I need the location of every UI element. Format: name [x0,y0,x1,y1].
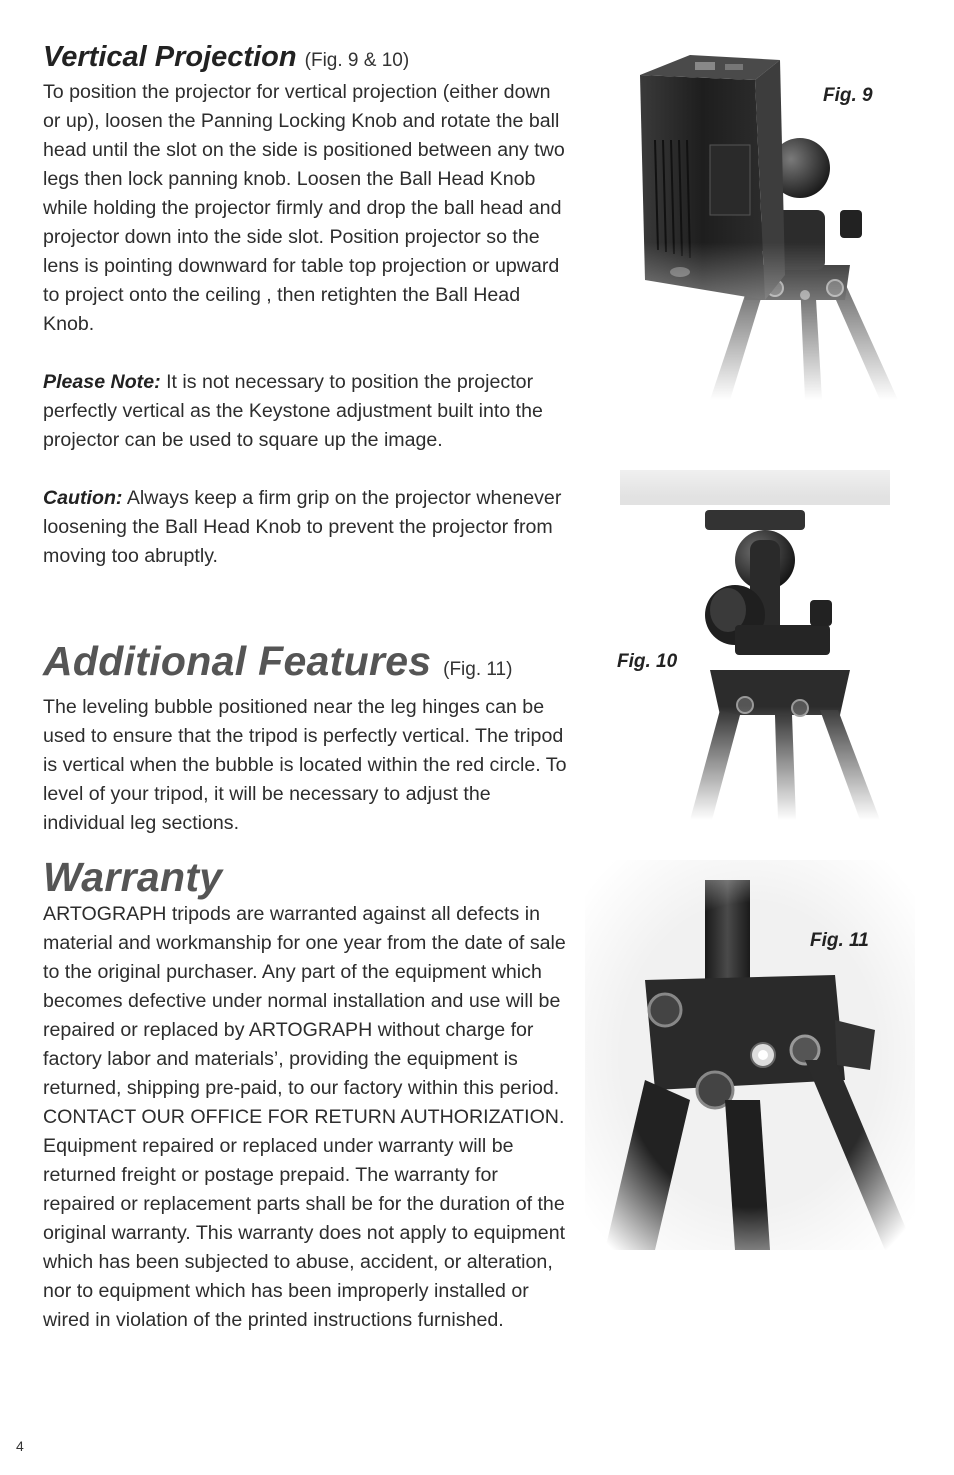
additional-features-title: Additional Features [43,638,432,684]
warranty-heading: Warranty [43,854,223,900]
vertical-projection-title: Vertical Projection [43,41,297,73]
additional-features-body: The leveling bubble positioned near the leg hinges can be used to ensure that the tripod is perfectly vertical. The tripod is vertical when the bubble is located within the red circle. To level of your tripod, it will be necessary to adjust the individual leg sections. [43,696,567,834]
warranty-section [43,854,567,1335]
caution-paragraph [43,484,567,571]
additional-features-section [43,638,567,838]
caution-body: Always keep a firm grip on the projector whenever loosening the Ball Head Knob to prevent the projector from moving too abruptly. [43,487,562,567]
warranty-body: ARTOGRAPH tripods are warranted against all defects in material and workmanship for one year from the date of sale to the original purchaser. Any part of the equipment which becomes defective under normal installation and use will be repaired or replaced by ARTOGRAPH without charge for factory labor and materials’, providing the equipment is returned, shipping pre-paid, to our factory within this period. CONTACT OUR OFFICE FOR RETURN AUTHORIZATION. Equipment repaired or replaced under warranty will be returned freight or postage prepaid. The warranty for repaired or replacement parts shall be for the duration of the original warranty. This warranty does not apply to equipment which has been subjected to abuse, accident, or alteration, nor to equipment which has been improperly installed or wired in violation of the printed instructions furnished. [43,903,566,1331]
additional-features-fig-ref: (Fig. 11) [443,659,513,680]
vertical-projection-heading [43,40,567,78]
fig-11-photo [585,860,915,1250]
page-number: 4 [16,1438,24,1454]
fig-10-label: Fig. 10 [617,651,678,672]
fig-9-label: Fig. 9 [823,85,873,106]
additional-features-heading [43,638,567,693]
ball-head-illustration [600,440,900,820]
caution-lead: Caution: [43,487,123,509]
please-note-paragraph [43,368,567,455]
fig-11-label: Fig. 11 [810,930,869,951]
vertical-projection-fig-ref: (Fig. 9 & 10) [304,50,410,71]
vertical-projection-section [43,40,567,571]
leg-hinges-bubble-illustration [585,860,915,1250]
fig-10-photo [600,440,900,820]
please-note-lead: Please Note: [43,371,161,393]
vertical-projection-body: To position the projector for vertical projection (either down or up), loosen the Panning Locking Knob and rotate the ball head until the slot on the side is positioned between any two legs then lock panning knob. Loosen the Ball Head Knob while holding the projector firmly and drop the ball head and projector down into the side slot. Position projector so the lens is pointing downward for table top projection or upward to project onto the ceiling , then retighten the Ball Head Knob. [43,81,565,335]
please-note-body: It is not necessary to position the projector perfectly vertical as the Keystone adjustment built into the projector can be used to square up the image. [43,371,543,451]
